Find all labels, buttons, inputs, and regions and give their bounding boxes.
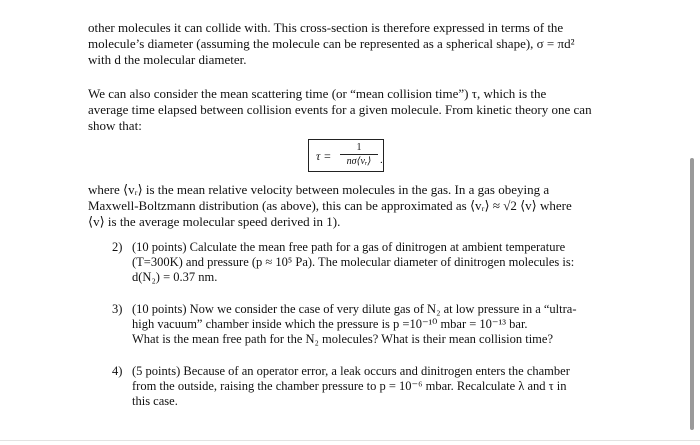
text-line: where ⟨vᵣ⟩ is the mean relative velocity between molecules in the gas. In a gas obeying a (88, 182, 550, 197)
text-line: other molecules it can collide with. This cross-section is therefore expressed in terms of the (88, 20, 564, 35)
text-line: We can also consider the mean scattering time (or “mean collision time”) τ, which is the (88, 86, 547, 101)
question-2 (112, 240, 606, 285)
text-line: (T=300K) and pressure (p ≈ 10⁵ Pa). The molecular diameter of dinitrogen molecules is: (132, 255, 575, 269)
vertical-scrollbar[interactable] (690, 158, 694, 430)
text-line: (10 points) Now we consider the case of very dilute gas of N₂ at low pressure in a “ultra- (132, 302, 577, 316)
text-line: (5 points) Because of an operator error, a leak occurs and dinitrogen enters the chamber (132, 364, 570, 378)
formula-fraction (339, 142, 379, 169)
text-line: average time elapsed between collision events for a given molecule. From kinetic theory one can (88, 102, 592, 117)
text-line: (10 points) Calculate the mean free path for a gas of dinitrogen at ambient temperature (132, 240, 566, 254)
question-3 (112, 302, 606, 347)
collision-time-formula (308, 139, 384, 172)
text-line: high vacuum” chamber inside which the pressure is p =10⁻¹⁰ mbar = 10⁻¹³ bar. (132, 317, 528, 331)
question-number: 3) (112, 302, 123, 316)
text-line: show that: (88, 118, 142, 133)
text-line: ⟨v⟩ is the average molecular speed derived in 1). (88, 214, 341, 229)
text-line: d(N₂) = 0.37 nm. (132, 270, 218, 284)
text-line: What is the mean free path for the N₂ molecules? What is their mean collision time? (132, 332, 553, 346)
question-4 (112, 364, 606, 409)
paragraph-cross-section (88, 20, 608, 68)
question-body (132, 302, 606, 347)
question-number: 4) (112, 364, 123, 378)
formula-lhs: τ = (316, 149, 332, 163)
formula-denominator: nσ⟨vᵣ⟩ (346, 156, 372, 167)
question-number: 2) (112, 240, 123, 254)
paragraph-relative-velocity (88, 182, 608, 230)
formula-period: . (380, 154, 383, 166)
bottom-divider (0, 440, 700, 441)
text-line: from the outside, raising the chamber pressure to p = 10⁻⁶ mbar. Recalculate λ and τ in (132, 379, 567, 393)
text-line: Maxwell-Boltzmann distribution (as above), this can be approximated as ⟨vᵣ⟩ ≈ √2 ⟨v⟩ where (88, 198, 572, 213)
text-line: this case. (132, 394, 178, 408)
text-line: with d the molecular diameter. (88, 52, 247, 67)
formula-numerator: 1 (356, 142, 362, 153)
paragraph-scattering-time (88, 86, 608, 134)
question-body (132, 240, 606, 285)
question-body (132, 364, 606, 409)
text-line: molecule’s diameter (assuming the molecule can be represented as a spherical shape), σ = πd² (88, 36, 575, 51)
